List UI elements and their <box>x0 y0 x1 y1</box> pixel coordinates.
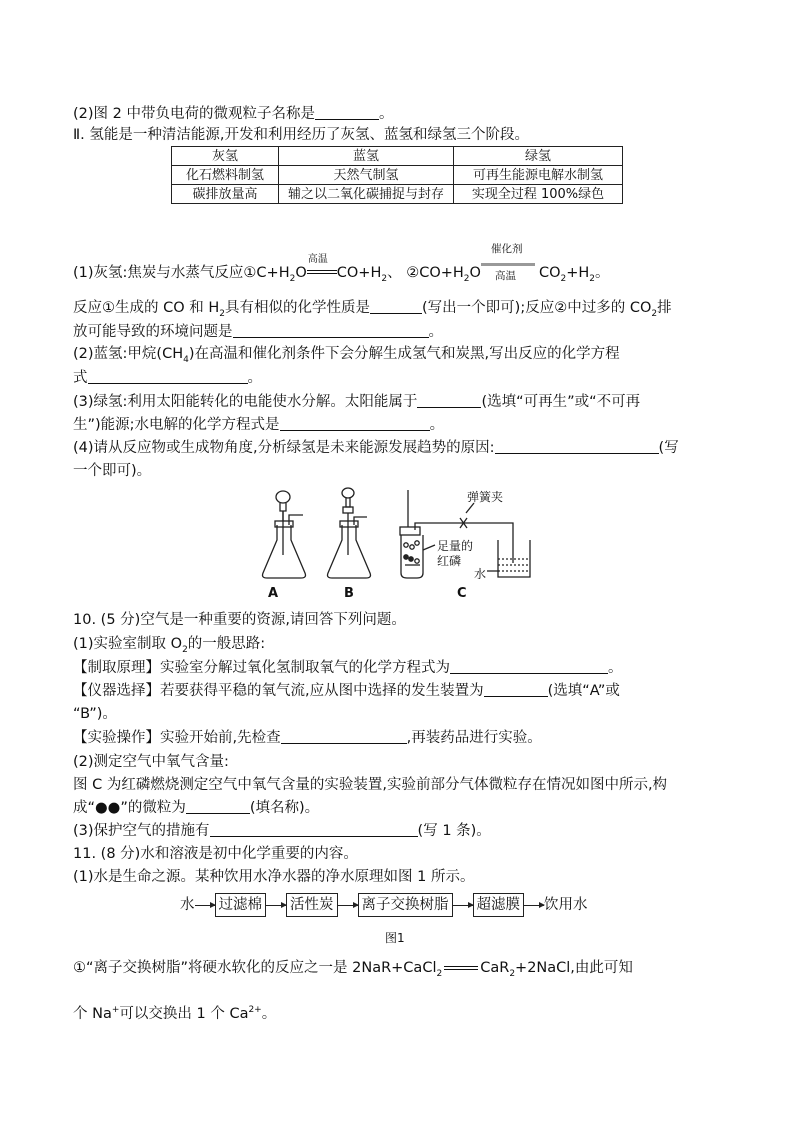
table-cell: 实现全过程 100%绿色 <box>454 185 623 204</box>
flow-step: 活性炭 <box>286 893 338 917</box>
q-text: (2)蓝氢:甲烷(CH <box>73 346 184 362</box>
eq-text: +H <box>566 265 590 281</box>
q-text: ”的微粒为 <box>120 800 186 816</box>
q-text: (3)保护空气的措施有 <box>73 823 210 839</box>
q-text: 具有相似的化学性质是 <box>225 300 371 316</box>
q-text: )在高温和催化剂条件下会分解生成氢气和炭黑,写出反应的化学方程 <box>188 346 620 362</box>
q-text: 【制取原理】实验室分解过氧化氢制取氧气的化学方程式为 <box>73 660 450 676</box>
q-text: (1)实验室制取 O <box>73 636 183 652</box>
arrow-icon <box>266 905 286 906</box>
eq-text: (1)灰氢:焦炭与水蒸气反应①C+H <box>73 265 290 281</box>
q-text: 放可能导致的环境问题是 <box>73 324 233 340</box>
phosphorus-label: 红磷 <box>437 554 462 568</box>
hydrogen-table <box>171 146 623 204</box>
q-text: 一个即可)。 <box>73 463 152 479</box>
q-text: 的一般思路: <box>187 636 266 652</box>
answer-blank[interactable] <box>315 104 379 120</box>
q2-line <box>73 104 393 124</box>
q-text: 图 C 为红磷燃烧测定空气中氧气含量的实验装置,实验前部分气体微粒存在情况如图中所示,构 <box>73 777 668 793</box>
q-text: 【实验操作】实验开始前,先检查 <box>73 730 281 746</box>
flow-step: 过滤棉 <box>215 893 267 917</box>
answer-blank[interactable] <box>450 658 608 674</box>
equals-sign <box>444 966 478 970</box>
answer-blank[interactable] <box>281 728 407 744</box>
q-text: 【仪器选择】若要获得平稳的氧气流,应从图中选择的发生装置为 <box>73 683 484 699</box>
q-text: 可以交换出 1 个 Ca <box>119 1005 249 1022</box>
table-cell: 天然气制氢 <box>279 166 454 185</box>
q-text: 。 <box>428 324 443 340</box>
answer-blank[interactable] <box>280 415 430 431</box>
q-text: 11. (8 分)水和溶液是初中化学重要的内容。 <box>73 846 358 862</box>
question-line: (1)实验室制取 $O_2$的一般思路: <box>73 636 266 655</box>
flow-end: 饮用水 <box>544 897 588 913</box>
question-line <box>73 704 117 724</box>
answer-blank[interactable] <box>233 322 429 338</box>
label-c: C <box>457 586 467 601</box>
flow-start: 水 <box>180 897 195 913</box>
question-line <box>73 438 679 458</box>
clip-label: 弹簧夹 <box>467 490 504 504</box>
question-line <box>73 461 151 481</box>
q-text: 排 <box>657 300 672 316</box>
q-text: (3)绿氢:利用太阳能转化的电能使水分解。太阳能属于 <box>73 394 418 410</box>
table-cell: 碳排放量高 <box>172 185 279 204</box>
q-text: (1)水是生命之源。某种饮用水净水器的净水原理如图 1 所示。 <box>73 869 475 885</box>
condition-label: 催化剂 <box>490 243 523 255</box>
table-cell: 化石燃料制氢 <box>172 166 279 185</box>
label-b: B <box>344 586 354 601</box>
eq-text: 、 ②CO+H <box>387 265 464 281</box>
q-text: 。 <box>608 660 623 676</box>
apparatus-c-icon <box>400 490 530 578</box>
q2-end: 。 <box>378 106 394 122</box>
q-text: 。 <box>247 370 262 386</box>
label-a: A <box>268 586 279 601</box>
q-text: 反应①生成的 CO 和 H <box>73 300 220 316</box>
q-text: (写 1 条)。 <box>417 823 491 839</box>
phosphorus-label: 足量的 <box>437 539 474 553</box>
q-text: 10. (5 分)空气是一种重要的资源,请回答下列问题。 <box>73 612 406 628</box>
question-line <box>73 728 542 748</box>
table-header-row <box>172 147 623 166</box>
arrow-icon <box>338 905 358 906</box>
q-text: 。 <box>429 417 445 433</box>
q-text: 生”)能源;水电解的化学方程式是 <box>73 417 280 433</box>
table-header: 蓝氢 <box>279 147 454 166</box>
question-line <box>73 415 444 435</box>
q-text: “B”)。 <box>73 706 117 722</box>
answer-blank[interactable] <box>210 821 418 837</box>
question-line: 个 Na+可以交换出 1 个 $Ca^{2+}$。 <box>73 1005 277 1022</box>
question-line: 反应①生成的 CO 和 $H_2$具有相似的化学性质是 (写出一个即可);反应②中过多的 $CO_2$排 <box>73 300 672 319</box>
condition-label: 高温 <box>307 254 328 265</box>
q-text: (写出一个即可);反应②中过多的 CO <box>422 300 652 316</box>
flask-a-icon <box>263 491 306 578</box>
q-text: (选填“A”或 <box>547 683 620 699</box>
answer-blank[interactable] <box>88 368 248 384</box>
water-label: 水 <box>474 567 487 581</box>
answer-blank[interactable] <box>484 681 548 697</box>
question-line <box>73 752 229 772</box>
question-line: ①“离子交换树脂”将硬水软化的反应之一是 2NaR+CaCl$_2$ CaR$_2$+2NaCl,由此可知 <box>73 960 633 979</box>
table-row <box>172 166 623 185</box>
q10-title <box>73 610 406 630</box>
eq-text: O <box>469 265 481 281</box>
arrow-icon <box>453 905 473 906</box>
q-text: 个 Na <box>73 1005 112 1022</box>
question-line: (2)蓝氢:甲烷$(CH_4)$在高温和催化剂条件下会分解生成氢气和炭黑,写出反应的化学方程 <box>73 346 620 365</box>
question-line <box>73 821 491 841</box>
particle-dots-icon: ●● <box>95 800 121 816</box>
q-text: 。 <box>261 1005 277 1022</box>
q11-title <box>73 844 358 864</box>
question-line <box>73 798 319 818</box>
table-cell: 辅之以二氧化碳捕捉与封存 <box>279 185 454 204</box>
q-text: +2NaCl,由此可知 <box>515 960 633 976</box>
table-row <box>172 185 623 204</box>
q-text: (填名称)。 <box>249 800 320 816</box>
question-line <box>73 867 474 887</box>
q-text: ,再装药品进行实验。 <box>406 730 542 746</box>
answer-blank[interactable] <box>495 438 659 454</box>
flow-step: 离子交换树脂 <box>358 893 453 917</box>
purifier-flow <box>180 893 588 917</box>
figure-caption: 图1 <box>385 931 405 945</box>
q-text: (选填“可再生”或“不可再 <box>481 394 641 410</box>
q-text: 式 <box>73 370 88 386</box>
condition-label: 高温 <box>494 270 516 282</box>
flow-step: 超滤膜 <box>473 893 525 917</box>
eq-text: CO+H <box>336 265 382 281</box>
q-text: (4)请从反应物或生成物角度,分析绿氢是未来能源发展趋势的原因: <box>73 440 495 456</box>
flask-b-icon <box>328 488 371 578</box>
eq-text: 。 <box>595 265 610 281</box>
answer-blank[interactable] <box>186 798 250 814</box>
grey-hydrogen-line: (1)灰氢:焦炭与水蒸气反应$①C+H_2O$ 高温 $CO+H_2$、 $②CO+H_2O$ 催化剂 高温 $CO_2+H_2$。 <box>73 243 610 284</box>
question-line <box>73 775 667 795</box>
table-header: 绿氢 <box>454 147 623 166</box>
q-text: (2)测定空气中氧气含量: <box>73 754 229 770</box>
q2-text: (2)图 2 中带负电荷的微观粒子名称是 <box>73 106 315 122</box>
arrow-icon <box>524 905 544 906</box>
table-header: 灰氢 <box>172 147 279 166</box>
question-line <box>73 322 443 342</box>
eq-text: O <box>295 265 307 281</box>
table-cell: 可再生能源电解水制氢 <box>454 166 623 185</box>
question-line <box>73 658 623 678</box>
question-line <box>73 368 262 388</box>
question-line <box>73 681 620 701</box>
arrow-icon <box>195 905 215 906</box>
q-text: 成“ <box>73 800 96 816</box>
section-intro <box>73 125 529 145</box>
answer-blank[interactable] <box>417 392 481 408</box>
q-text: CaR <box>480 960 510 976</box>
q-text: (写 <box>658 440 679 456</box>
answer-blank[interactable] <box>370 298 422 314</box>
reaction-arrow <box>307 254 337 274</box>
q-text: ①“离子交换树脂”将硬水软化的反应之一是 2NaR+CaCl <box>73 960 437 976</box>
section-intro-text: Ⅱ. 氢能是一种清洁能源,开发和利用经历了灰氢、蓝氢和绿氢三个阶段。 <box>73 127 529 143</box>
question-line <box>73 392 640 412</box>
eq-text: CO <box>538 265 561 281</box>
